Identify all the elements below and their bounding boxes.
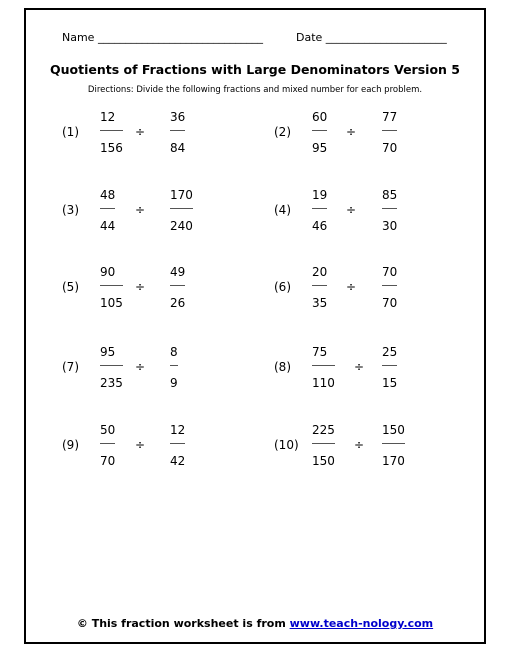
numerator: 77 — [382, 110, 398, 124]
denominator: 235 — [100, 376, 123, 390]
fraction-bar — [382, 130, 397, 131]
problem-3 — [62, 188, 262, 248]
divide-sign: ÷ — [346, 203, 357, 217]
numerator: 150 — [382, 423, 405, 437]
fraction-bar — [100, 443, 115, 444]
fraction-bar — [382, 285, 397, 286]
divide-sign: ÷ — [135, 438, 146, 452]
directions-text: Directions: Divide the following fractions and mixed number for each problem. — [87, 85, 423, 95]
problem-number: (5) — [62, 280, 79, 294]
numerator: 75 — [312, 345, 328, 359]
numerator: 8 — [170, 345, 178, 359]
problem-number: (2) — [274, 125, 291, 139]
numerator: 36 — [170, 110, 186, 124]
fraction-bar — [170, 365, 178, 366]
denominator: 44 — [100, 219, 116, 233]
denominator: 9 — [170, 376, 178, 390]
denominator: 46 — [312, 219, 328, 233]
denominator: 110 — [312, 376, 335, 390]
numerator: 85 — [382, 188, 398, 202]
denominator: 84 — [170, 141, 186, 155]
divide-sign: ÷ — [354, 438, 365, 452]
denominator: 105 — [100, 296, 123, 310]
denominator: 95 — [312, 141, 328, 155]
problem-1 — [62, 110, 262, 170]
fraction-bar — [312, 285, 327, 286]
denominator: 15 — [382, 376, 398, 390]
fraction-bar — [100, 130, 123, 131]
numerator: 60 — [312, 110, 328, 124]
denominator: 240 — [170, 219, 193, 233]
denominator: 42 — [170, 454, 186, 468]
problem-number: (4) — [274, 203, 291, 217]
problem-number: (6) — [274, 280, 291, 294]
fraction-bar — [170, 285, 185, 286]
page-title: Quotients of Fractions with Large Denominators Version 5 — [50, 62, 460, 77]
fraction-bar — [312, 365, 335, 366]
problem-10 — [274, 423, 474, 483]
problem-8 — [274, 345, 474, 405]
numerator: 90 — [100, 265, 116, 279]
numerator: 49 — [170, 265, 186, 279]
divide-sign: ÷ — [346, 280, 357, 294]
fraction-bar — [170, 130, 185, 131]
denominator: 150 — [312, 454, 335, 468]
numerator: 19 — [312, 188, 328, 202]
fraction-bar — [312, 130, 327, 131]
divide-sign: ÷ — [354, 360, 365, 374]
problem-9 — [62, 423, 262, 483]
denominator: 70 — [382, 141, 398, 155]
numerator: 70 — [382, 265, 398, 279]
numerator: 12 — [100, 110, 116, 124]
denominator: 35 — [312, 296, 328, 310]
denominator: 70 — [382, 296, 398, 310]
denominator: 30 — [382, 219, 398, 233]
denominator: 156 — [100, 141, 123, 155]
numerator: 225 — [312, 423, 335, 437]
problem-number: (8) — [274, 360, 291, 374]
name-field-label: Name ______________________________ — [62, 31, 263, 44]
fraction-bar — [312, 443, 335, 444]
denominator: 170 — [382, 454, 405, 468]
numerator: 50 — [100, 423, 116, 437]
fraction-bar — [100, 208, 115, 209]
problem-6 — [274, 265, 474, 325]
fraction-bar — [382, 208, 397, 209]
denominator: 70 — [100, 454, 116, 468]
numerator: 48 — [100, 188, 116, 202]
worksheet-border — [24, 8, 486, 644]
problem-number: (7) — [62, 360, 79, 374]
denominator: 26 — [170, 296, 186, 310]
fraction-bar — [382, 443, 405, 444]
fraction-bar — [100, 365, 123, 366]
fraction-bar — [170, 208, 193, 209]
numerator: 25 — [382, 345, 398, 359]
footer-credit — [0, 617, 510, 630]
problem-number: (9) — [62, 438, 79, 452]
problem-7 — [62, 345, 262, 405]
divide-sign: ÷ — [135, 280, 146, 294]
problem-number: (3) — [62, 203, 79, 217]
fraction-bar — [312, 208, 327, 209]
divide-sign: ÷ — [135, 125, 146, 139]
fraction-bar — [382, 365, 397, 366]
footer-link[interactable]: www.teach-nology.com — [289, 617, 434, 630]
numerator: 95 — [100, 345, 116, 359]
problem-number: (1) — [62, 125, 79, 139]
fraction-bar — [170, 443, 185, 444]
divide-sign: ÷ — [135, 203, 146, 217]
footer-text: © This fraction worksheet is from — [76, 617, 290, 630]
problem-5 — [62, 265, 262, 325]
numerator: 12 — [170, 423, 186, 437]
numerator: 170 — [170, 188, 193, 202]
problem-4 — [274, 188, 474, 248]
problem-2 — [274, 110, 474, 170]
date-field-label: Date ______________________ — [296, 31, 447, 44]
fraction-bar — [100, 285, 123, 286]
numerator: 20 — [312, 265, 328, 279]
divide-sign: ÷ — [135, 360, 146, 374]
divide-sign: ÷ — [346, 125, 357, 139]
problem-number: (10) — [274, 438, 299, 452]
